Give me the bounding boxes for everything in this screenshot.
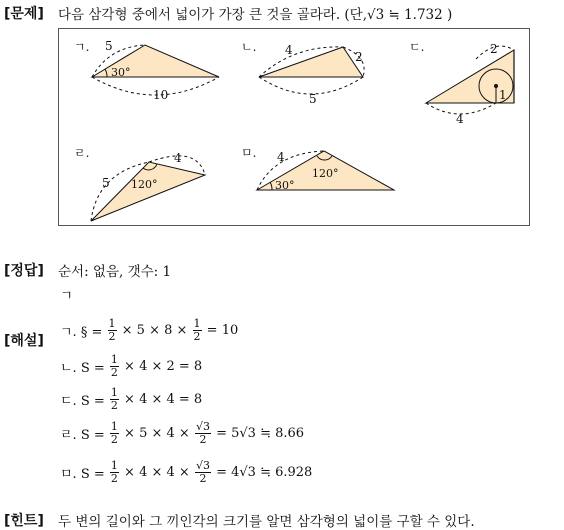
sol-d-mid: × 5 × 4 × [124, 426, 190, 441]
figure-a-side1: 5 [105, 39, 113, 53]
problem-sqrt-note: √3 ≒ 1.732 ) [367, 7, 453, 23]
problem-text [58, 3, 452, 23]
sol-a-frac2: $\frac{1}{2}$ [193, 317, 201, 343]
figure-a [69, 35, 229, 105]
sol-b-rest: × 4 × 2 = 8 [124, 359, 203, 374]
figure-e [239, 141, 409, 225]
figure-b-side2: 2 [355, 50, 363, 64]
sol-e-rest: = 4√3 ≒ 6.928 [216, 465, 313, 480]
solution-tag: [해설] [4, 333, 44, 349]
hint-text: 두 변의 길이와 그 끼인각의 크기를 알면 삼각형의 넓이를 구할 수 있다. [58, 514, 475, 530]
sol-c-prefix: ㄷ. S = [60, 394, 105, 409]
figure-a-label: ㄱ. [74, 40, 90, 54]
sol-a-result: = 10 [206, 323, 239, 338]
sol-d-frac2: $\frac{√3}{2}$ [195, 420, 210, 446]
figure-e-label: ㅁ. [241, 146, 257, 160]
sol-a-mid: × 5 × 8 × [121, 323, 188, 338]
sol-e-prefix: ㅁ. S = [60, 467, 105, 482]
hint-tag: [힌트] [4, 513, 44, 529]
sol-b-prefix: ㄴ. S = [60, 361, 105, 376]
solution-line-b [60, 354, 202, 379]
solution-line-a [60, 318, 238, 343]
figure-b-side3: 5 [309, 92, 317, 105]
solution-line-e [60, 460, 312, 485]
sol-c-frac: $\frac{1}{2}$ [110, 386, 118, 412]
figure-d-angle: 120° [131, 178, 158, 191]
figure-d-side1: 5 [102, 176, 110, 190]
figure-b-side1: 4 [285, 43, 293, 57]
figure-e-side1: 4 [277, 150, 285, 164]
figure-b-label: ㄴ. [241, 40, 257, 54]
figure-a-angle: 30° [111, 66, 131, 79]
solution-line-d [60, 421, 304, 446]
sol-a-frac1: $\frac{1}{2}$ [108, 317, 116, 343]
figure-c-side1: 2 [490, 42, 498, 56]
figure-e-angle2: 30° [275, 179, 295, 192]
problem-question: 다음 삼각형 중에서 넓이가 가장 큰 것을 골라라. (단, [58, 7, 367, 23]
sol-e-frac2: $\frac{√3}{2}$ [195, 459, 210, 485]
sol-e-frac1: $\frac{1}{2}$ [110, 459, 118, 485]
figure-d-label: ㄹ. [74, 146, 90, 160]
figure-c [404, 35, 522, 125]
figure-c-side3: 4 [456, 112, 464, 125]
sol-e-mid: × 4 × 4 × [124, 465, 190, 480]
answer-line2: ㄱ [60, 288, 74, 304]
sol-b-frac: $\frac{1}{2}$ [110, 353, 118, 379]
sol-d-rest: = 5√3 ≒ 8.66 [216, 426, 305, 441]
answer-line1: 순서: 없음, 갯수: 1 [58, 264, 172, 280]
figure-b [239, 35, 379, 105]
answer-tag: [정답] [4, 263, 44, 279]
figure-e-angle1: 120° [312, 167, 339, 180]
figure-d [69, 141, 229, 225]
figure-c-side2: 1 [499, 88, 507, 102]
sol-c-rest: × 4 × 4 = 8 [124, 392, 203, 407]
sol-d-frac1: $\frac{1}{2}$ [110, 420, 118, 446]
figure-a-side2: 10 [153, 88, 169, 102]
figure-c-label: ㄷ. [409, 40, 425, 54]
solution-line-c [60, 387, 202, 412]
sol-d-prefix: ㄹ. S = [60, 428, 105, 443]
sol-a-prefix: ㄱ. § = [60, 325, 103, 340]
problem-tag: [문제] [4, 6, 44, 22]
figure-box [58, 28, 530, 226]
figure-d-side2: 4 [174, 151, 182, 165]
